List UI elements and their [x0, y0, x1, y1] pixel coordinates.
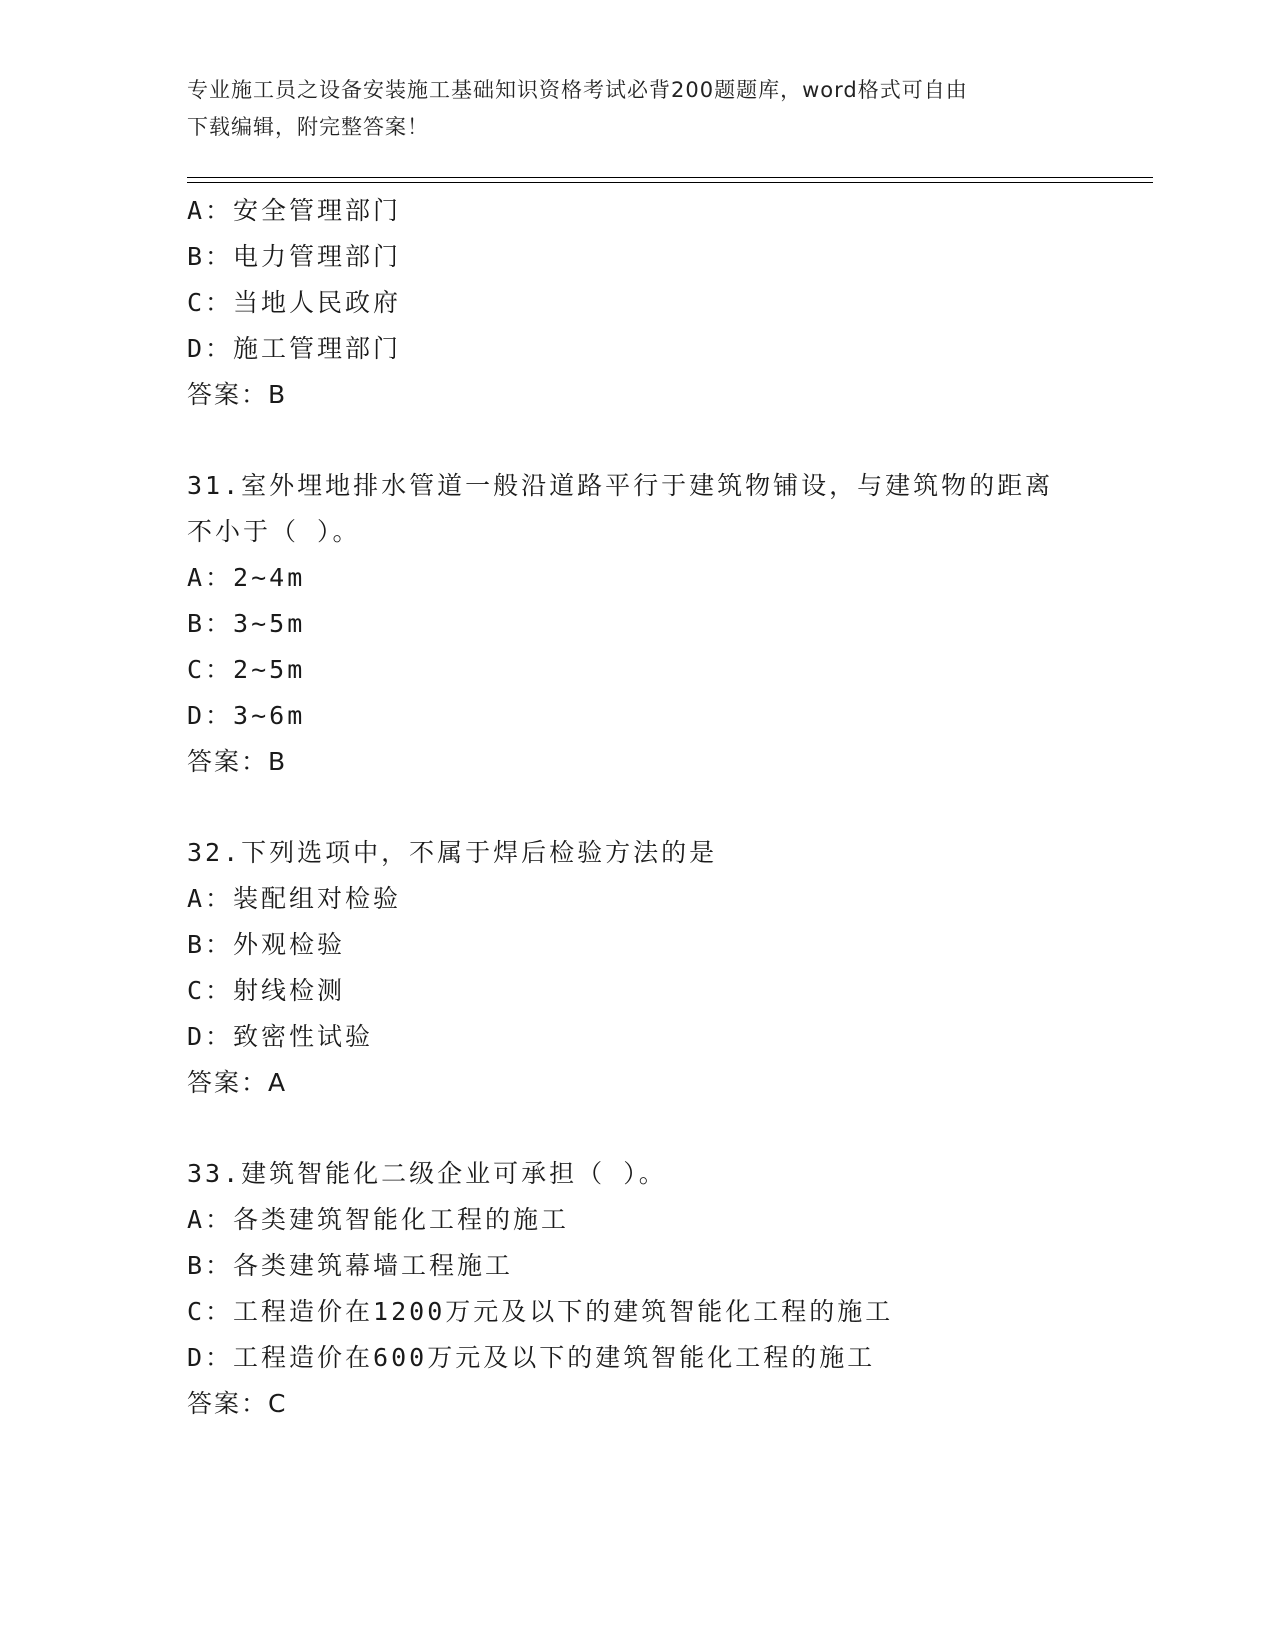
spacer — [187, 418, 1147, 463]
option-a: A：2~4m — [187, 563, 306, 592]
option-d: D：工程造价在600万元及以下的建筑智能化工程的施工 — [187, 1343, 876, 1372]
question-32 — [187, 830, 1147, 1106]
option-b: B：各类建筑幕墙工程施工 — [187, 1251, 514, 1280]
header-title-line-1: 专业施工员之设备安装施工基础知识资格考试必背200题题库，word格式可自由 — [187, 78, 968, 102]
answer-line: 答案：C — [187, 1389, 288, 1418]
answer-line: 答案：A — [187, 1068, 288, 1097]
option-c: C：2~5m — [187, 655, 306, 684]
option-c: C：工程造价在1200万元及以下的建筑智能化工程的施工 — [187, 1297, 894, 1326]
question-stem-continued: 不小于（ ）。 — [187, 517, 361, 546]
question-stem: 33.建筑智能化二级企业可承担（ ）。 — [187, 1159, 667, 1188]
question-31 — [187, 463, 1147, 785]
question-33 — [187, 1151, 1147, 1427]
spacer — [187, 785, 1147, 830]
answer-line: 答案：B — [187, 380, 288, 409]
option-c: C：射线检测 — [187, 976, 346, 1005]
question-stem: 31.室外埋地排水管道一般沿道路平行于建筑物铺设，与建筑物的距离 — [187, 471, 1054, 500]
option-b: B：3~5m — [187, 609, 306, 638]
answer-line: 答案：B — [187, 747, 288, 776]
option-b: B：外观检验 — [187, 930, 346, 959]
option-a: A：安全管理部门 — [187, 196, 402, 225]
option-d: D：致密性试验 — [187, 1022, 374, 1051]
option-c: C：当地人民政府 — [187, 288, 402, 317]
option-a: A：装配组对检验 — [187, 884, 402, 913]
question-content — [187, 188, 1147, 1427]
question-30 — [187, 188, 1147, 418]
header-title-line-2: 下载编辑，附完整答案！ — [187, 115, 429, 139]
option-d: D：3~6m — [187, 701, 306, 730]
question-stem: 32.下列选项中，不属于焊后检验方法的是 — [187, 838, 718, 867]
header-divider-bottom — [187, 182, 1153, 183]
option-a: A：各类建筑智能化工程的施工 — [187, 1205, 570, 1234]
option-d: D：施工管理部门 — [187, 334, 402, 363]
document-header — [187, 72, 1067, 146]
header-divider-top — [187, 177, 1153, 178]
option-b: B：电力管理部门 — [187, 242, 402, 271]
spacer — [187, 1106, 1147, 1151]
